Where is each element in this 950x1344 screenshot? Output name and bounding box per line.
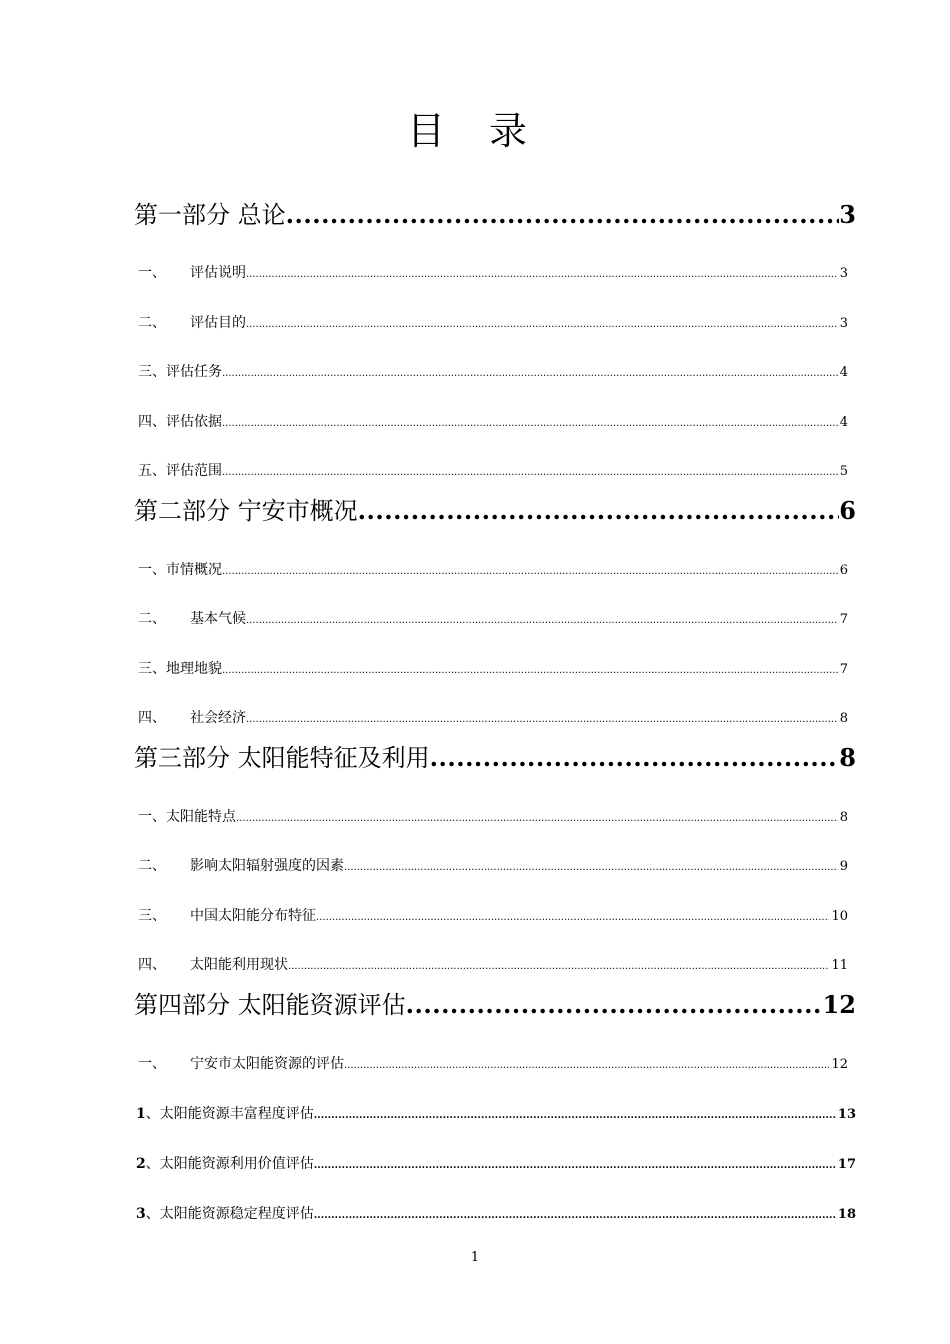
toc-item[interactable] <box>138 708 848 730</box>
toc-item[interactable] <box>138 906 848 928</box>
toc-page-number: 9 <box>839 859 848 874</box>
toc-leader <box>358 494 840 528</box>
toc-item[interactable] <box>138 313 848 335</box>
toc-subitem[interactable] <box>136 1104 856 1126</box>
toc-item[interactable] <box>138 560 848 582</box>
toc-item-number: 五、 <box>138 463 166 479</box>
toc-item[interactable] <box>138 412 848 434</box>
toc-subitem-label: 、太阳能资源稳定程度评估 <box>145 1206 314 1222</box>
toc-item-label: 太阳能利用现状 <box>190 957 288 973</box>
toc-page-number: 12 <box>831 1057 848 1072</box>
toc-page-number: 10 <box>831 909 848 924</box>
toc-leader <box>236 809 838 829</box>
toc-item-number: 二、 <box>138 611 166 627</box>
toc-leader <box>246 315 838 335</box>
toc-page-number: 8 <box>839 711 848 726</box>
toc-page-number: 18 <box>837 1207 856 1222</box>
toc-item[interactable] <box>138 856 848 878</box>
toc-item-label: 评估范围 <box>166 463 222 479</box>
toc-page-number: 11 <box>831 958 848 973</box>
toc-subitem[interactable] <box>136 1204 856 1226</box>
toc-part-label: 第四部分 太阳能资源评估 <box>134 991 406 1019</box>
toc-title: 目 录 <box>406 109 544 153</box>
toc-leader <box>222 463 838 483</box>
toc-leader <box>406 988 823 1022</box>
toc-item-label: 评估说明 <box>190 265 246 281</box>
toc-page-number: 12 <box>822 990 856 1019</box>
toc-subitem-number: 1 <box>136 1106 146 1122</box>
toc-item[interactable] <box>138 955 848 977</box>
toc-item-number: 四、 <box>138 710 166 726</box>
toc-item-label: 评估目的 <box>190 315 246 331</box>
toc-leader <box>222 661 838 681</box>
toc-page-number: 4 <box>839 415 848 430</box>
toc-item-label: 市情概况 <box>166 562 222 578</box>
toc-page-number: 7 <box>839 612 848 627</box>
toc-leader <box>246 265 838 285</box>
toc-leader <box>344 858 838 878</box>
toc-leader <box>288 957 829 977</box>
toc-item-number: 一、 <box>138 1056 166 1072</box>
toc-item-number: 二、 <box>138 858 166 874</box>
toc-item-number: 一、 <box>138 809 166 825</box>
toc-item-label: 基本气候 <box>190 611 246 627</box>
toc-part-label: 第三部分 太阳能特征及利用 <box>134 744 430 772</box>
toc-item-number: 一、 <box>138 562 166 578</box>
footer-page-number: 1 <box>470 1250 480 1265</box>
toc-part-2[interactable] <box>134 494 856 528</box>
toc-item[interactable] <box>138 461 848 483</box>
toc-subitem[interactable] <box>136 1154 856 1176</box>
toc-item[interactable] <box>138 609 848 631</box>
toc-page-number: 4 <box>839 365 848 380</box>
toc-item-label: 评估任务 <box>166 364 222 380</box>
toc-leader <box>222 364 838 384</box>
toc-item[interactable] <box>138 659 848 681</box>
toc-subitem-number: 3 <box>136 1206 146 1222</box>
toc-item-number: 二、 <box>138 315 166 331</box>
toc-leader <box>222 414 838 434</box>
toc-leader <box>314 1106 836 1126</box>
toc-page-number: 17 <box>837 1157 856 1172</box>
toc-item-label: 评估依据 <box>166 414 222 430</box>
toc-item-number: 三、 <box>138 908 166 924</box>
toc-part-label: 第二部分 宁安市概况 <box>134 497 358 525</box>
toc-page-number: 13 <box>837 1107 856 1122</box>
toc-part-1[interactable] <box>134 198 856 232</box>
toc-leader <box>246 611 838 631</box>
toc-leader <box>246 710 838 730</box>
toc-item-label: 宁安市太阳能资源的评估 <box>190 1056 344 1072</box>
toc-item-label: 影响太阳辐射强度的因素 <box>190 858 344 874</box>
toc-item-number: 三、 <box>138 661 166 677</box>
toc-page-number: 3 <box>839 316 848 331</box>
toc-item-label: 太阳能特点 <box>166 809 236 825</box>
toc-item[interactable] <box>138 263 848 285</box>
toc-part-4[interactable] <box>134 988 856 1022</box>
toc-item-label: 地理地貌 <box>166 661 222 677</box>
toc-page-number: 3 <box>839 266 848 281</box>
toc-item-number: 一、 <box>138 265 166 281</box>
toc-item[interactable] <box>138 1054 848 1076</box>
toc-part-label: 第一部分 总论 <box>134 201 286 229</box>
toc-item-label: 社会经济 <box>190 710 246 726</box>
toc-page-number: 6 <box>839 563 848 578</box>
toc-item-number: 四、 <box>138 957 166 973</box>
toc-leader <box>430 741 840 775</box>
toc-part-3[interactable] <box>134 741 856 775</box>
toc-leader <box>286 198 840 232</box>
toc-leader <box>344 1056 829 1076</box>
toc-leader <box>314 1206 836 1226</box>
toc-subitem-number: 2 <box>136 1156 146 1172</box>
toc-item-label: 中国太阳能分布特征 <box>190 908 316 924</box>
toc-page-number: 7 <box>839 662 848 677</box>
toc-item-number: 四、 <box>138 414 166 430</box>
toc-page-number: 5 <box>839 464 848 479</box>
toc-item[interactable] <box>138 807 848 829</box>
toc-subitem-label: 、太阳能资源利用价值评估 <box>145 1156 314 1172</box>
toc-page-number: 6 <box>839 496 856 525</box>
toc-page-number: 8 <box>839 810 848 825</box>
toc-page-number: 3 <box>839 200 856 229</box>
toc-leader <box>222 562 838 582</box>
toc-item[interactable] <box>138 362 848 384</box>
toc-item-number: 三、 <box>138 364 166 380</box>
toc-subitem-label: 、太阳能资源丰富程度评估 <box>145 1106 314 1122</box>
toc-leader <box>314 1156 836 1176</box>
toc-page-number: 8 <box>839 743 856 772</box>
toc-leader <box>316 908 829 928</box>
